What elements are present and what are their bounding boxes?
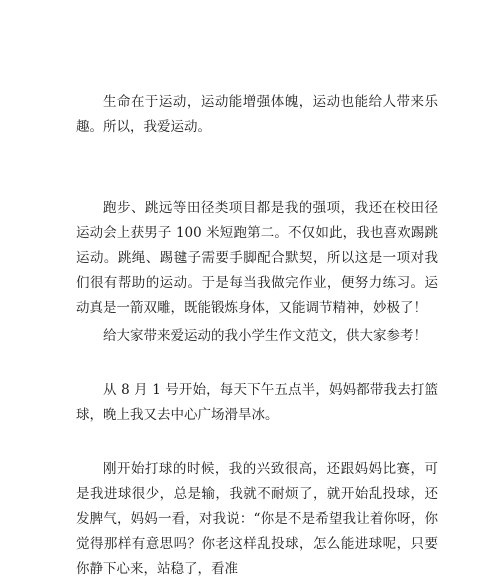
paragraph-basketball-story: 刚开始打球的时候，我的兴致很高，还跟妈妈比赛，可是我进球很少，总是输，我就不耐烦了，就开始乱投球，还发脾气，妈妈一看，对我说：“你是不是希望我让着你呀，你觉得那样有意思吗？你老这样乱投球，怎么能进球呢，只要你静下心来，站稳了，看准 bbox=[76, 461, 438, 577]
paragraph-track-and-field: 跑步、跳远等田径类项目都是我的强项，我还在校田径运动会上获男子 100 米短跑第二。不仅如此，我也喜欢踢跳运动。跳绳、踢毽子需要手脚配合默契，所以这是一项对我们很有帮助的运动。于是每当我做完作业，便努力练习。运动真是一箭双雕，既能锻炼身体，又能调节精神，妙极了！ bbox=[76, 200, 438, 316]
paragraph-life-in-motion: 生命在于运动，运动能增强体魄，运动也能给人带来乐趣。所以，我爱运动。 bbox=[76, 94, 438, 135]
paragraph-sample-intro: 给大家带来爱运动的我小学生作文范文，供大家参考！ bbox=[103, 328, 427, 344]
paragraph-august-schedule: 从 8 月 1 号开始，每天下午五点半，妈妈都带我去打篮球，晚上我又去中心广场滑旱冰。 bbox=[76, 382, 438, 423]
